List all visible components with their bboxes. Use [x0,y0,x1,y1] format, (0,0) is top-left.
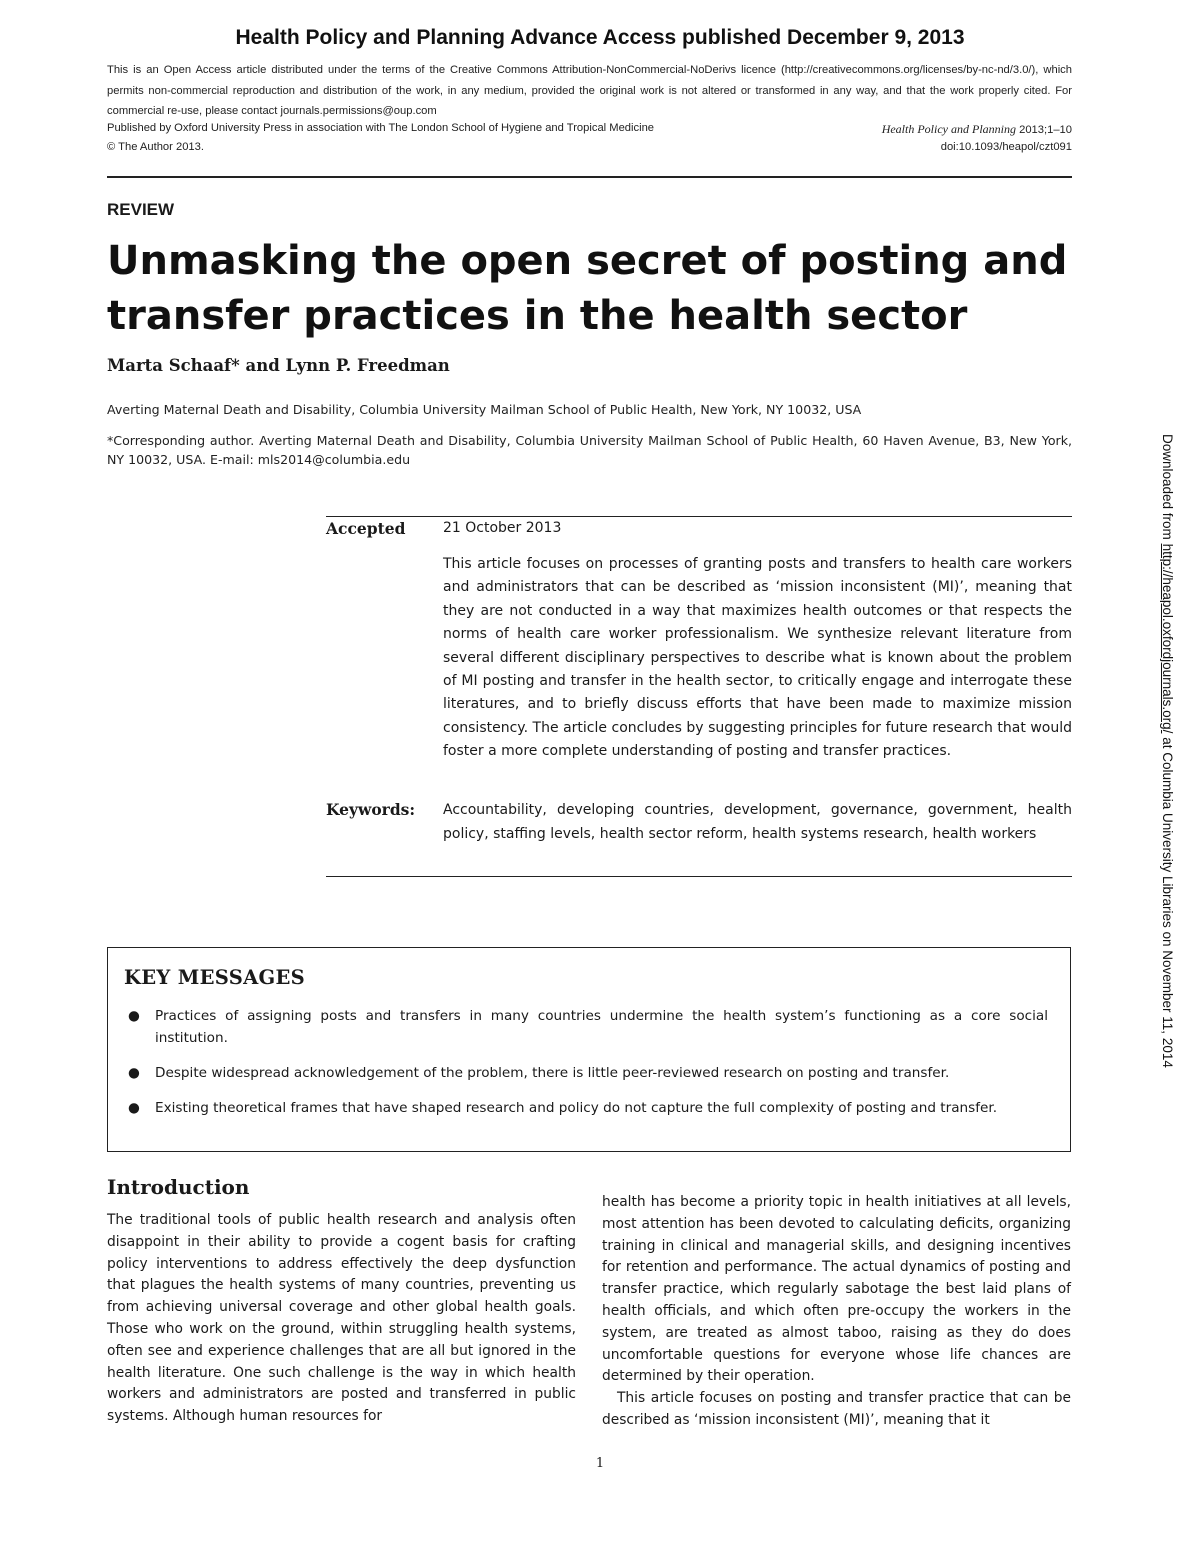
key-message-text: Practices of assigning posts and transfers in many countries undermine the health system’s functioning as a core social institution. [155,1008,1048,1046]
introduction-paragraph: health has become a priority topic in health initiatives at all levels, most attention has been devoted to calculating deficits, organizing training in clinical and managerial skills, and designing incentives for retention and performance. The actual dynamics of posting and transfer practice, which regularly sabotage the best laid plans of health officials, and which often pre-occupy the workers in the system, are treated as almost taboo, raising as they do does uncomfortable questions for everyone whose life chances are determined by their operation. [602,1194,1071,1385]
authors: Marta Schaaf* and Lynn P. Freedman [107,356,450,375]
bullet-icon: ● [128,1008,140,1024]
license-text: This is an Open Access article distributed under the terms of the Creative Commons Attribution-NonCommercial-NoDerivs licence (http://creativecommons.org/licenses/by-nc-nd/3.0/), which permits non-commercial reproduction and distribution of the work, in any medium, provided the original work is not altered or transformed in any way, and that the work properly cited. For commercial re-use, please contact journals.permissions@oup.com [107,64,1072,117]
bullet-icon: ● [128,1100,140,1116]
bullet-icon: ● [128,1065,140,1081]
copyright-row [107,141,1072,153]
key-message-item [128,1063,1048,1085]
introduction-left-column: The traditional tools of public health research and analysis often disappoint in their ability to provide a cogent basis for crafting policy interventions to address effectively the deep dysfunction that plagues the health systems of many countries, preventing us from achieving universal coverage and other global health goals. Those who work on the ground, within struggling health systems, often see and experience challenges that are all but ignored in the health literature. One such challenge is the way in which health workers and administrators are posted and transferred in public systems. Although human resources for [107,1212,576,1425]
abstract-bottom-rule [326,876,1072,877]
journal-banner: Health Policy and Planning Advance Access published December 9, 2013 [235,26,965,49]
abstract-text: This article focuses on processes of granting posts and transfers to health care workers and administrators that can be described as ‘mission inconsistent (MI)’, meaning that they are not conducted in a way that maximizes health outcomes or that respects the norms of health care worker professionalism. We synthesize relevant literature from several different disciplinary perspectives to describe what is known about the problem of MI posting and transfer in the health sector, to critically engage and interrogate these literatures, and to briefly discuss efforts that have been made to maximize mission consistency. The article concludes by suggesting principles for future research that would foster a more complete understanding of posting and transfer practices. [443,556,1072,760]
accepted-date: 21 October 2013 [443,520,562,536]
page-number: 1 [595,1456,605,1471]
key-message-text: Existing theoretical frames that have shaped research and policy do not capture the full complexity of posting and transfer. [155,1100,998,1116]
doi: doi:10.1093/heapol/czt091 [940,141,1072,153]
journal-citation-name: Health Policy and Planning [881,122,1016,136]
publisher-row [107,122,1072,134]
keywords-label: Keywords: [326,800,416,819]
journal-citation [882,122,1072,137]
keywords: Accountability, developing countries, development, governance, government, health policy, staffing levels, health sector reform, health systems research, health workers [443,802,1072,842]
affiliation: Averting Maternal Death and Disability, Columbia University Mailman School of Public Health, New York, NY 10032, USA [107,402,862,417]
download-note-suffix: at Columbia University Libraries on November 11, 2014 [1160,733,1175,1068]
header-rule [107,176,1072,178]
publisher-line: Published by Oxford University Press in association with The London School of Hygiene and Tropical Medicine [107,122,655,134]
key-message-item [128,1006,1048,1049]
accepted-label: Accepted [326,519,406,538]
section-label: REVIEW [107,200,175,219]
abstract-top-rule [326,516,1072,517]
corresponding-author: *Corresponding author. Averting Maternal Death and Disability, Columbia University Mailman School of Public Health, 60 Haven Avenue, B3, New York, NY 10032, USA. E-mail: mls2014@columbia.edu [107,433,1072,467]
key-messages-heading: KEY MESSAGES [124,966,306,989]
key-message-item [128,1098,1048,1120]
key-message-text: Despite widespread acknowledgement of the problem, there is little peer-reviewed research on posting and transfer. [155,1065,950,1081]
introduction-heading: Introduction [107,1175,250,1199]
article-title: Unmasking the open secret of posting and transfer practices in the health sector [107,238,1068,339]
introduction-right-column [602,1192,1071,1432]
journal-site-link[interactable]: http://heapol.oxfordjournals.org/ [1160,543,1175,734]
journal-citation-pages: 2013;1–10 [1019,124,1072,136]
copyright: © The Author 2013. [107,141,204,153]
introduction-paragraph: This article focuses on posting and transfer practice that can be described as ‘mission inconsistent (MI)’, meaning that it [602,1390,1071,1428]
download-note-prefix: Downloaded from [1160,434,1175,544]
